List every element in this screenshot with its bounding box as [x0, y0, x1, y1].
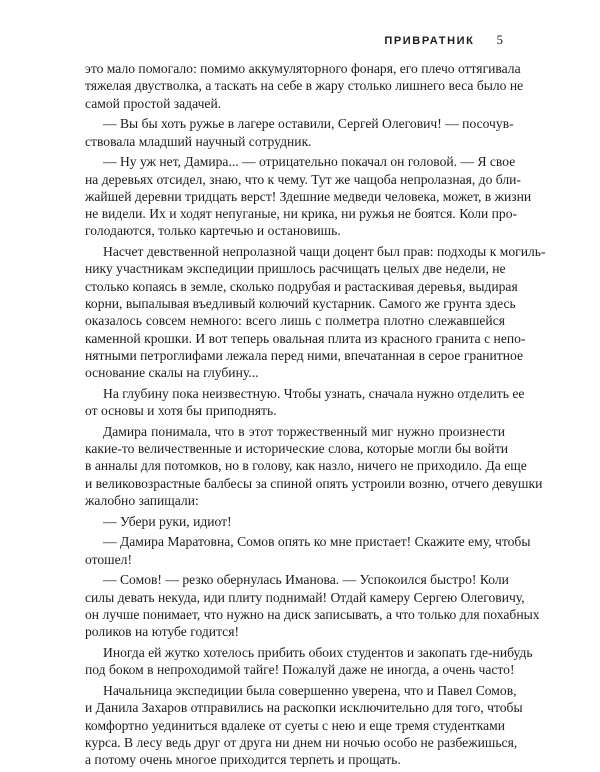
text-line: основание скалы на глубину... [85, 365, 259, 381]
text-line: комфортно уединиться вдалеке от суеты с нею и еще тремя студентками [85, 717, 505, 733]
paragraph [85, 423, 543, 509]
text-line: под боком в непроходимой тайге! Пожалуй даже не иногда, а очень часто! [85, 662, 515, 678]
paragraph [85, 682, 523, 768]
text-line: жайшей деревни тридцать верст! Здешние медведи человека, может, в жизни [85, 188, 532, 204]
text-line: а потому очень многое приходится терпеть и прощать. [85, 752, 401, 768]
paragraph [85, 533, 531, 568]
text-line: тяжелая двустволка, а таскать на себе в жару столько лишнего веса было не [85, 78, 524, 94]
paragraph [85, 153, 532, 239]
text-line: оказалось совсем немного: всего лишь с полметра плотно слежавшейся [85, 313, 505, 329]
text-line: голодаются, только картечью и остановишь. [85, 223, 341, 239]
text-line: курса. В лесу ведь друг от друга ни днем ни ночью особо не разбежишься, [85, 734, 518, 750]
paragraph [85, 571, 540, 640]
text-line: нятными петроглифами лежала перед ними, впечатанная в серое гранитное [85, 347, 523, 363]
page-number: 5 [496, 32, 503, 47]
text-line: какие-то величественные и исторические слова, которые могли бы войти [85, 441, 509, 457]
text-line: отошел! [85, 551, 132, 567]
running-header [384, 32, 503, 48]
running-title: ПРИВРАТНИК [384, 35, 475, 47]
text-line: нику участникам экспедиции пришлось расчищать целых две недели, не [85, 261, 506, 277]
text-line: самой простой задачей. [85, 95, 222, 111]
text-line: — Дамира Маратовна, Сомов опять ко мне пристает! Скажите ему, чтобы [103, 534, 531, 550]
text-line: это мало помогало: помимо аккумуляторного фонаря, его плечо оттягивала [85, 61, 521, 76]
text-line: ствовала младший научный сотрудник. [85, 133, 312, 149]
text-line: жалобно запищали: [85, 493, 199, 509]
paragraph [85, 644, 533, 679]
text-line: — Вы бы хоть ружье в лагере оставили, Сергей Олегович! — посочув- [103, 116, 514, 132]
paragraph [85, 385, 525, 420]
paragraph [85, 513, 505, 530]
text-line: от основы и хотя бы приподнять. [85, 403, 277, 419]
text-line: — Убери руки, идиот! [103, 513, 232, 529]
text-line: и великовозрастные балбесы за спиной опять устроили возню, отчего девушки [85, 475, 543, 491]
text-line: Начальница экспедиции была совершенно уверена, что и Павел Сомов, [103, 683, 517, 698]
text-line: в анналы для потомков, но в голову, как назло, ничего не приходило. Да еще [85, 458, 527, 474]
text-line: Дамира понимала, что в этот торжественный миг нужно произнести [103, 423, 505, 439]
text-line: На глубину пока неизвестную. Чтобы узнать, сначала нужно отделить ее [103, 385, 525, 401]
text-line: роликов на ютубе годится! [85, 624, 239, 640]
text-line: каменной крошки. И вот теперь овальная плита из красного гранита с непо- [85, 330, 526, 346]
paragraph [85, 243, 546, 381]
text-line: и Данила Захаров отправились на раскопки исключительно для того, чтобы [85, 700, 523, 716]
text-line: Насчет девственной непролазной чащи доцент был прав: подходы к могиль- [103, 244, 546, 260]
text-line: Иногда ей жутко хотелось прибить обоих студентов и закопать где-нибудь [103, 645, 533, 661]
text-line: столько копаясь в земле, сколько подрубая и растаскивая деревья, выдирая [85, 278, 518, 294]
text-line: на деревьях отсидел, знаю, что к чему. Тут же чащоба непролазная, до бли- [85, 171, 521, 187]
text-line: силы девать некуда, иди плиту поднимай! Отдай камеру Сергею Олеговичу, [85, 589, 525, 605]
body-text [85, 60, 546, 772]
text-line: корни, выпалывая въедливый колючий кустарник. Самого же грунта здесь [85, 296, 516, 312]
paragraph [85, 60, 524, 112]
text-line: — Ну уж нет, Дамира... — отрицательно покачал он головой. — Я свое [103, 154, 516, 170]
paragraph [85, 115, 514, 150]
text-line: не видели. Их и ходят непуганые, ни крика, ни ружья не боятся. Коли про- [85, 206, 518, 222]
text-line: он лучше понимает, что нужно на диск записывать, а что только для похабных [85, 607, 540, 623]
text-line: — Сомов! — резко обернулась Иманова. — Успокоился быстро! Коли [103, 572, 509, 588]
